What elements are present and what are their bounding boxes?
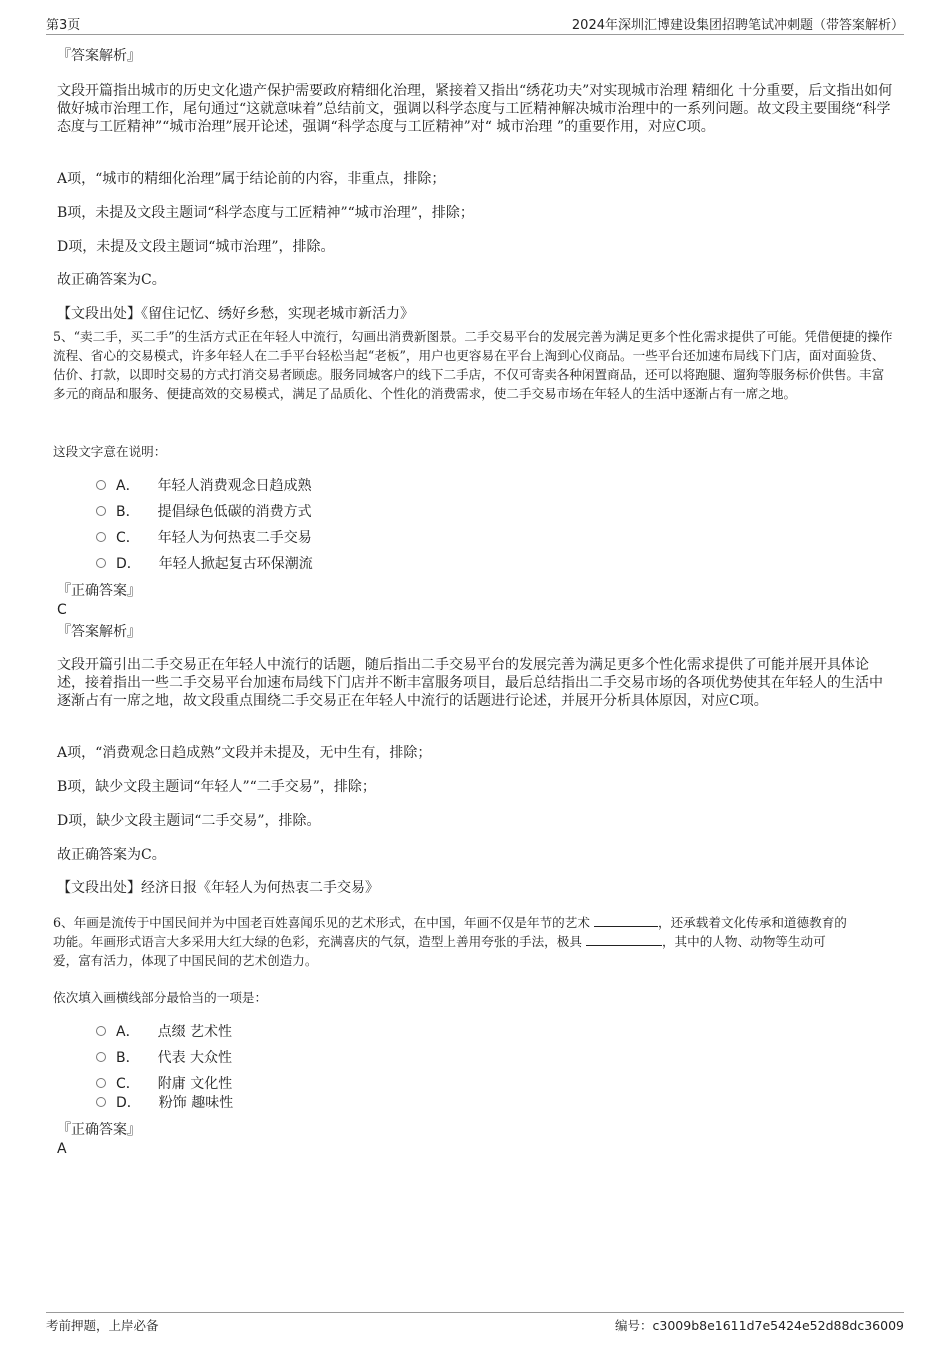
q5-analysis-label: 『答案解析』 [57, 624, 141, 640]
q5-analysis-text: 文段开篇引出二手交易正在年轻人中流行的话题，随后指出二手交易平台的发展完善为满足更多个性化需求提供了可能并展开具体论述，接着指出一些二手交易平台加速布局线下门店并不断丰富服务项目，最后总结指出二手交易市场的各项优势使其在年轻人的生活中逐渐占有一席之地，故文段重点围绕二手交易正在年轻人中流行的话题进行论述，并展开分析具体原因，对应C项。 [57, 657, 883, 709]
radio-icon[interactable] [96, 480, 106, 490]
q4-analysis-text: 文段开篇指出城市的历史文化遗产保护需要政府精细化治理，紧接着又指出“绣花功夫”对实现城市治理 精细化 十分重要，后文指出如何做好城市治理工作，尾句通过“这就意味着”总结前文，强调以科学态度与工匠精神解决城市治理中的一系列问题。故文段主要围绕“科学态度与工匠精神”“城市治理”展开论述，强调“科学态度与工匠精神”对“ 城市治理 ”的重要作用，对应C项。 [57, 83, 893, 135]
q5-source: 【文段出处】经济日报《年轻人为何热衷二手交易》 [57, 880, 379, 896]
q5-answer-label: 『正确答案』 [57, 583, 141, 599]
q5-option-d[interactable]: D． 年轻人掀起复古环保潮流 [96, 555, 313, 573]
page-number: 第3页 [46, 18, 81, 33]
q4-source: 【文段出处】《留住记忆、绣好乡愁，实现老城市新活力》 [57, 306, 414, 322]
footer-slogan: 考前押题，上岸必备 [46, 1318, 159, 1333]
document-title: 2024年深圳汇博建设集团招聘笔试冲刺题（带答案解析） [571, 18, 904, 33]
q5-option-b-analysis: B项，缺少文段主题词“年轻人”“二手交易”，排除； [57, 779, 376, 795]
blank-1 [594, 914, 658, 927]
page-footer [46, 1312, 904, 1335]
blank-2 [586, 933, 662, 946]
q5-option-c[interactable]: C． 年轻人为何热衷二手交易 [96, 529, 312, 547]
q5-conclusion: 故正确答案为C。 [57, 847, 166, 863]
radio-icon[interactable] [96, 1078, 106, 1088]
q6-answer: A [57, 1141, 67, 1157]
q5-option-b[interactable]: B． 提倡绿色低碳的消费方式 [96, 503, 312, 521]
q4-option-a-analysis: A项，“城市的精细化治理”属于结论前的内容，非重点，排除； [57, 171, 446, 187]
radio-icon[interactable] [96, 532, 106, 542]
q5-option-a-analysis: A项，“消费观念日趋成熟”文段并未提及，无中生有，排除； [57, 745, 432, 761]
radio-icon[interactable] [96, 1052, 106, 1062]
q6-prompt: 依次填入画横线部分最恰当的一项是： [53, 990, 268, 1005]
radio-icon[interactable] [96, 1026, 106, 1036]
radio-icon[interactable] [96, 506, 106, 516]
q4-analysis-label: 『答案解析』 [57, 48, 141, 64]
q6-option-a[interactable]: A． 点缀 艺术性 [96, 1023, 232, 1041]
q4-conclusion: 故正确答案为C。 [57, 272, 166, 288]
q6-option-c[interactable]: C． 附庸 文化性 [96, 1075, 232, 1093]
q5-option-d-analysis: D项，缺少文段主题词“二手交易”，排除。 [57, 813, 321, 829]
q5-option-a[interactable]: A． 年轻人消费观念日趋成熟 [96, 477, 312, 495]
q4-option-d-analysis: D项，未提及文段主题词“城市治理”，排除。 [57, 239, 335, 255]
q5-prompt: 这段文字意在说明： [53, 444, 167, 459]
q6-option-b[interactable]: B． 代表 大众性 [96, 1049, 232, 1067]
q5-answer: C [57, 602, 67, 618]
radio-icon[interactable] [96, 558, 106, 568]
page-header [46, 14, 904, 35]
radio-icon[interactable] [96, 1097, 106, 1107]
q5-stem: 5、“卖二手，买二手”的生活方式正在年轻人中流行，勾画出消费新图景。二手交易平台的发展完善为满足更多个性化需求提供了可能。凭借便捷的操作流程、省心的交易模式，许多年轻人在二手平台轻松当起“老板”，用户也更容易在平台上淘到心仪商品。一些平台还加速布局线下门店，面对面验货、估价、打款，以即时交易的方式打消交易者顾虑。服务同城客户的线下二手店，不仅可寄卖各种闲置商品，还可以将跑腿、遛狗等服务标价供售。丰富多元的商品和服务、便捷高效的交易模式，满足了品质化、个性化的消费需求，使二手交易市场在年轻人的生活中逐渐占有一席之地。 [53, 329, 893, 401]
q4-option-b-analysis: B项，未提及文段主题词“科学态度与工匠精神”“城市治理”，排除； [57, 205, 474, 221]
q6-answer-label: 『正确答案』 [57, 1122, 141, 1138]
q6-stem: 6、年画是流传于中国民间并为中国老百姓喜闻乐见的艺术形式，在中国，年画不仅是年节的艺术 ，还承载着文化传承和道德教育的 功能。年画形式语言大多采用大红大绿的色彩，充满喜庆的气氛，造型上善用夸张的手法，极具 ，其中的人物、动物等生动可 爱，富有活力，体现了中国民间的艺术创造力。 [53, 915, 847, 968]
q6-option-d[interactable]: D． 粉饰 趣味性 [96, 1094, 233, 1112]
document-code: 编号：c3009b8e1611d7e5424e52d88dc36009 [615, 1318, 904, 1333]
